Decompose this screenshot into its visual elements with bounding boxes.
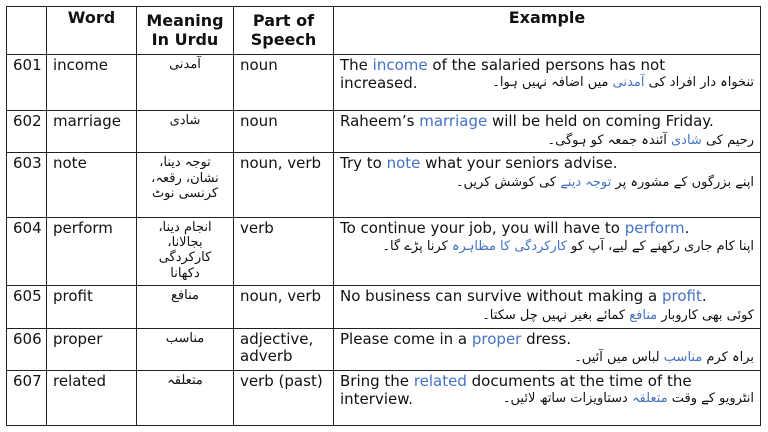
row-number: 602	[7, 110, 47, 152]
example-urdu-pre: براہ کرم	[702, 350, 754, 366]
word-cell: related	[47, 371, 137, 426]
header-meaning: Meaning In Urdu	[137, 7, 234, 55]
part-of-speech-cell: noun	[234, 110, 334, 152]
example-english	[340, 220, 754, 238]
example-english-pre: Bring the	[340, 372, 414, 391]
example-english	[340, 331, 754, 349]
example-english	[340, 373, 754, 391]
table-row	[7, 110, 761, 152]
example-english-pre: Please come in a	[340, 329, 472, 348]
example-urdu-pre: انٹرویو کے وقت	[667, 390, 754, 406]
row-number: 607	[7, 371, 47, 426]
example-english-highlight: income	[372, 56, 428, 74]
part-of-speech-cell: noun	[234, 55, 334, 111]
word-cell: profit	[47, 286, 137, 328]
urdu-meaning-cell: آمدنی	[137, 55, 234, 111]
example-english-highlight: profit	[662, 287, 702, 306]
example-urdu-pre: تنخواہ دار افراد کی	[644, 74, 754, 90]
example-english-highlight: marriage	[419, 111, 488, 130]
example-english-post: dress.	[521, 329, 572, 348]
example-english-pre: Raheem’s	[340, 111, 420, 130]
example-urdu-post: کی کوشش کریں۔	[455, 175, 561, 191]
example-cell	[334, 371, 761, 426]
example-english-post: .	[684, 218, 690, 237]
urdu-meaning-cell: شادی	[137, 110, 234, 152]
urdu-meaning-cell: انجام دینا، بجالانا، کارکردگی دکھانا	[137, 217, 234, 286]
example-english-post: documents at the time of the	[466, 372, 692, 391]
example-english-post: .	[701, 287, 707, 306]
example-urdu-post: میں اضافہ نہیں ہوا۔	[492, 74, 613, 90]
table-row	[7, 286, 761, 328]
example-urdu-highlight: متعلقہ	[631, 390, 668, 406]
vocabulary-table	[6, 6, 761, 426]
example-urdu	[340, 239, 754, 254]
example-urdu-pre: اپنا کام جاری رکھنے کے لیے، آپ کو	[566, 239, 754, 255]
header-part-of-speech: Part of Speech	[234, 7, 334, 55]
part-of-speech-cell: verb (past)	[234, 371, 334, 426]
example-english	[340, 113, 754, 131]
row-number: 601	[7, 55, 47, 111]
header-word: Word	[47, 7, 137, 55]
part-of-speech-cell: noun, verb	[234, 153, 334, 217]
example-english-post: of the salaried persons has not	[427, 56, 666, 74]
example-english	[340, 288, 754, 306]
example-english-continued: increased.	[340, 73, 418, 92]
example-cell	[334, 217, 761, 286]
example-english-highlight: note	[386, 154, 421, 173]
urdu-meaning-cell: متعلقہ	[137, 371, 234, 426]
example-urdu-post: آئندہ جمعہ کو ہوگی۔	[547, 132, 671, 148]
example-urdu-highlight: منافع	[629, 307, 658, 323]
example-urdu-highlight: آمدنی	[612, 74, 645, 90]
example-english-continued: interview.	[340, 389, 413, 408]
urdu-meaning-cell: مناسب	[137, 328, 234, 370]
header-row	[7, 7, 761, 55]
example-cell	[334, 55, 761, 111]
example-line-two	[340, 75, 754, 93]
example-urdu-post: لباس میں آئیں۔	[574, 350, 664, 366]
word-cell: income	[47, 55, 137, 111]
example-line-two	[340, 391, 754, 409]
example-urdu-highlight: شادی	[670, 132, 702, 148]
part-of-speech-cell: adjective, adverb	[234, 328, 334, 370]
part-of-speech-cell: verb	[234, 217, 334, 286]
table-row	[7, 217, 761, 286]
example-cell	[334, 328, 761, 370]
example-cell	[334, 153, 761, 217]
row-number: 603	[7, 153, 47, 217]
example-urdu	[340, 350, 754, 365]
table-row	[7, 371, 761, 426]
example-urdu	[340, 175, 754, 190]
table-row	[7, 328, 761, 370]
example-english	[340, 155, 754, 173]
example-english-pre: Try to	[340, 154, 387, 173]
example-urdu-highlight: کارکردگی کا مظاہرہ	[451, 239, 567, 255]
example-english-post: what your seniors advise.	[420, 154, 618, 173]
word-cell: note	[47, 153, 137, 217]
example-english-highlight: related	[413, 372, 467, 391]
example-english-highlight: perform	[624, 218, 685, 237]
example-english	[340, 57, 754, 75]
example-urdu	[340, 133, 754, 148]
row-number: 604	[7, 217, 47, 286]
word-cell: marriage	[47, 110, 137, 152]
example-urdu-highlight: توجہ دینے	[560, 175, 612, 191]
example-urdu-post: کمائے بغیر نہیں چل سکتا۔	[482, 307, 630, 323]
word-cell: proper	[47, 328, 137, 370]
example-english-highlight: proper	[471, 329, 522, 348]
example-urdu-post: کرنا پڑے گا۔	[382, 239, 452, 255]
table-body	[7, 55, 761, 426]
header-example: Example	[334, 7, 761, 55]
example-urdu-post: دستاویزات ساتھ لائیں۔	[502, 390, 632, 406]
part-of-speech-cell: noun, verb	[234, 286, 334, 328]
example-urdu-pre: اپنے بزرگوں کے مشورہ پر	[611, 175, 754, 191]
example-urdu	[340, 308, 754, 323]
table-row	[7, 55, 761, 111]
urdu-meaning-cell: توجہ دینا، نشان، رقعہ، کرنسی نوٹ	[137, 153, 234, 217]
example-english-post: will be held on coming Friday.	[487, 111, 714, 130]
example-urdu-pre: کوئی بھی کاروبار	[657, 307, 754, 323]
example-urdu-highlight: مناسب	[663, 350, 703, 366]
example-urdu-pre: رحیم کی	[701, 132, 754, 148]
example-english-pre: The	[340, 56, 373, 74]
row-number: 605	[7, 286, 47, 328]
word-cell: perform	[47, 217, 137, 286]
example-cell	[334, 286, 761, 328]
example-cell	[334, 110, 761, 152]
example-urdu	[503, 391, 754, 409]
row-number: 606	[7, 328, 47, 370]
example-urdu	[492, 75, 754, 93]
example-english-pre: To continue your job, you will have to	[340, 218, 625, 237]
table-row	[7, 153, 761, 217]
header-number	[7, 7, 47, 55]
urdu-meaning-cell: منافع	[137, 286, 234, 328]
example-english-pre: No business can survive without making a	[340, 287, 663, 306]
